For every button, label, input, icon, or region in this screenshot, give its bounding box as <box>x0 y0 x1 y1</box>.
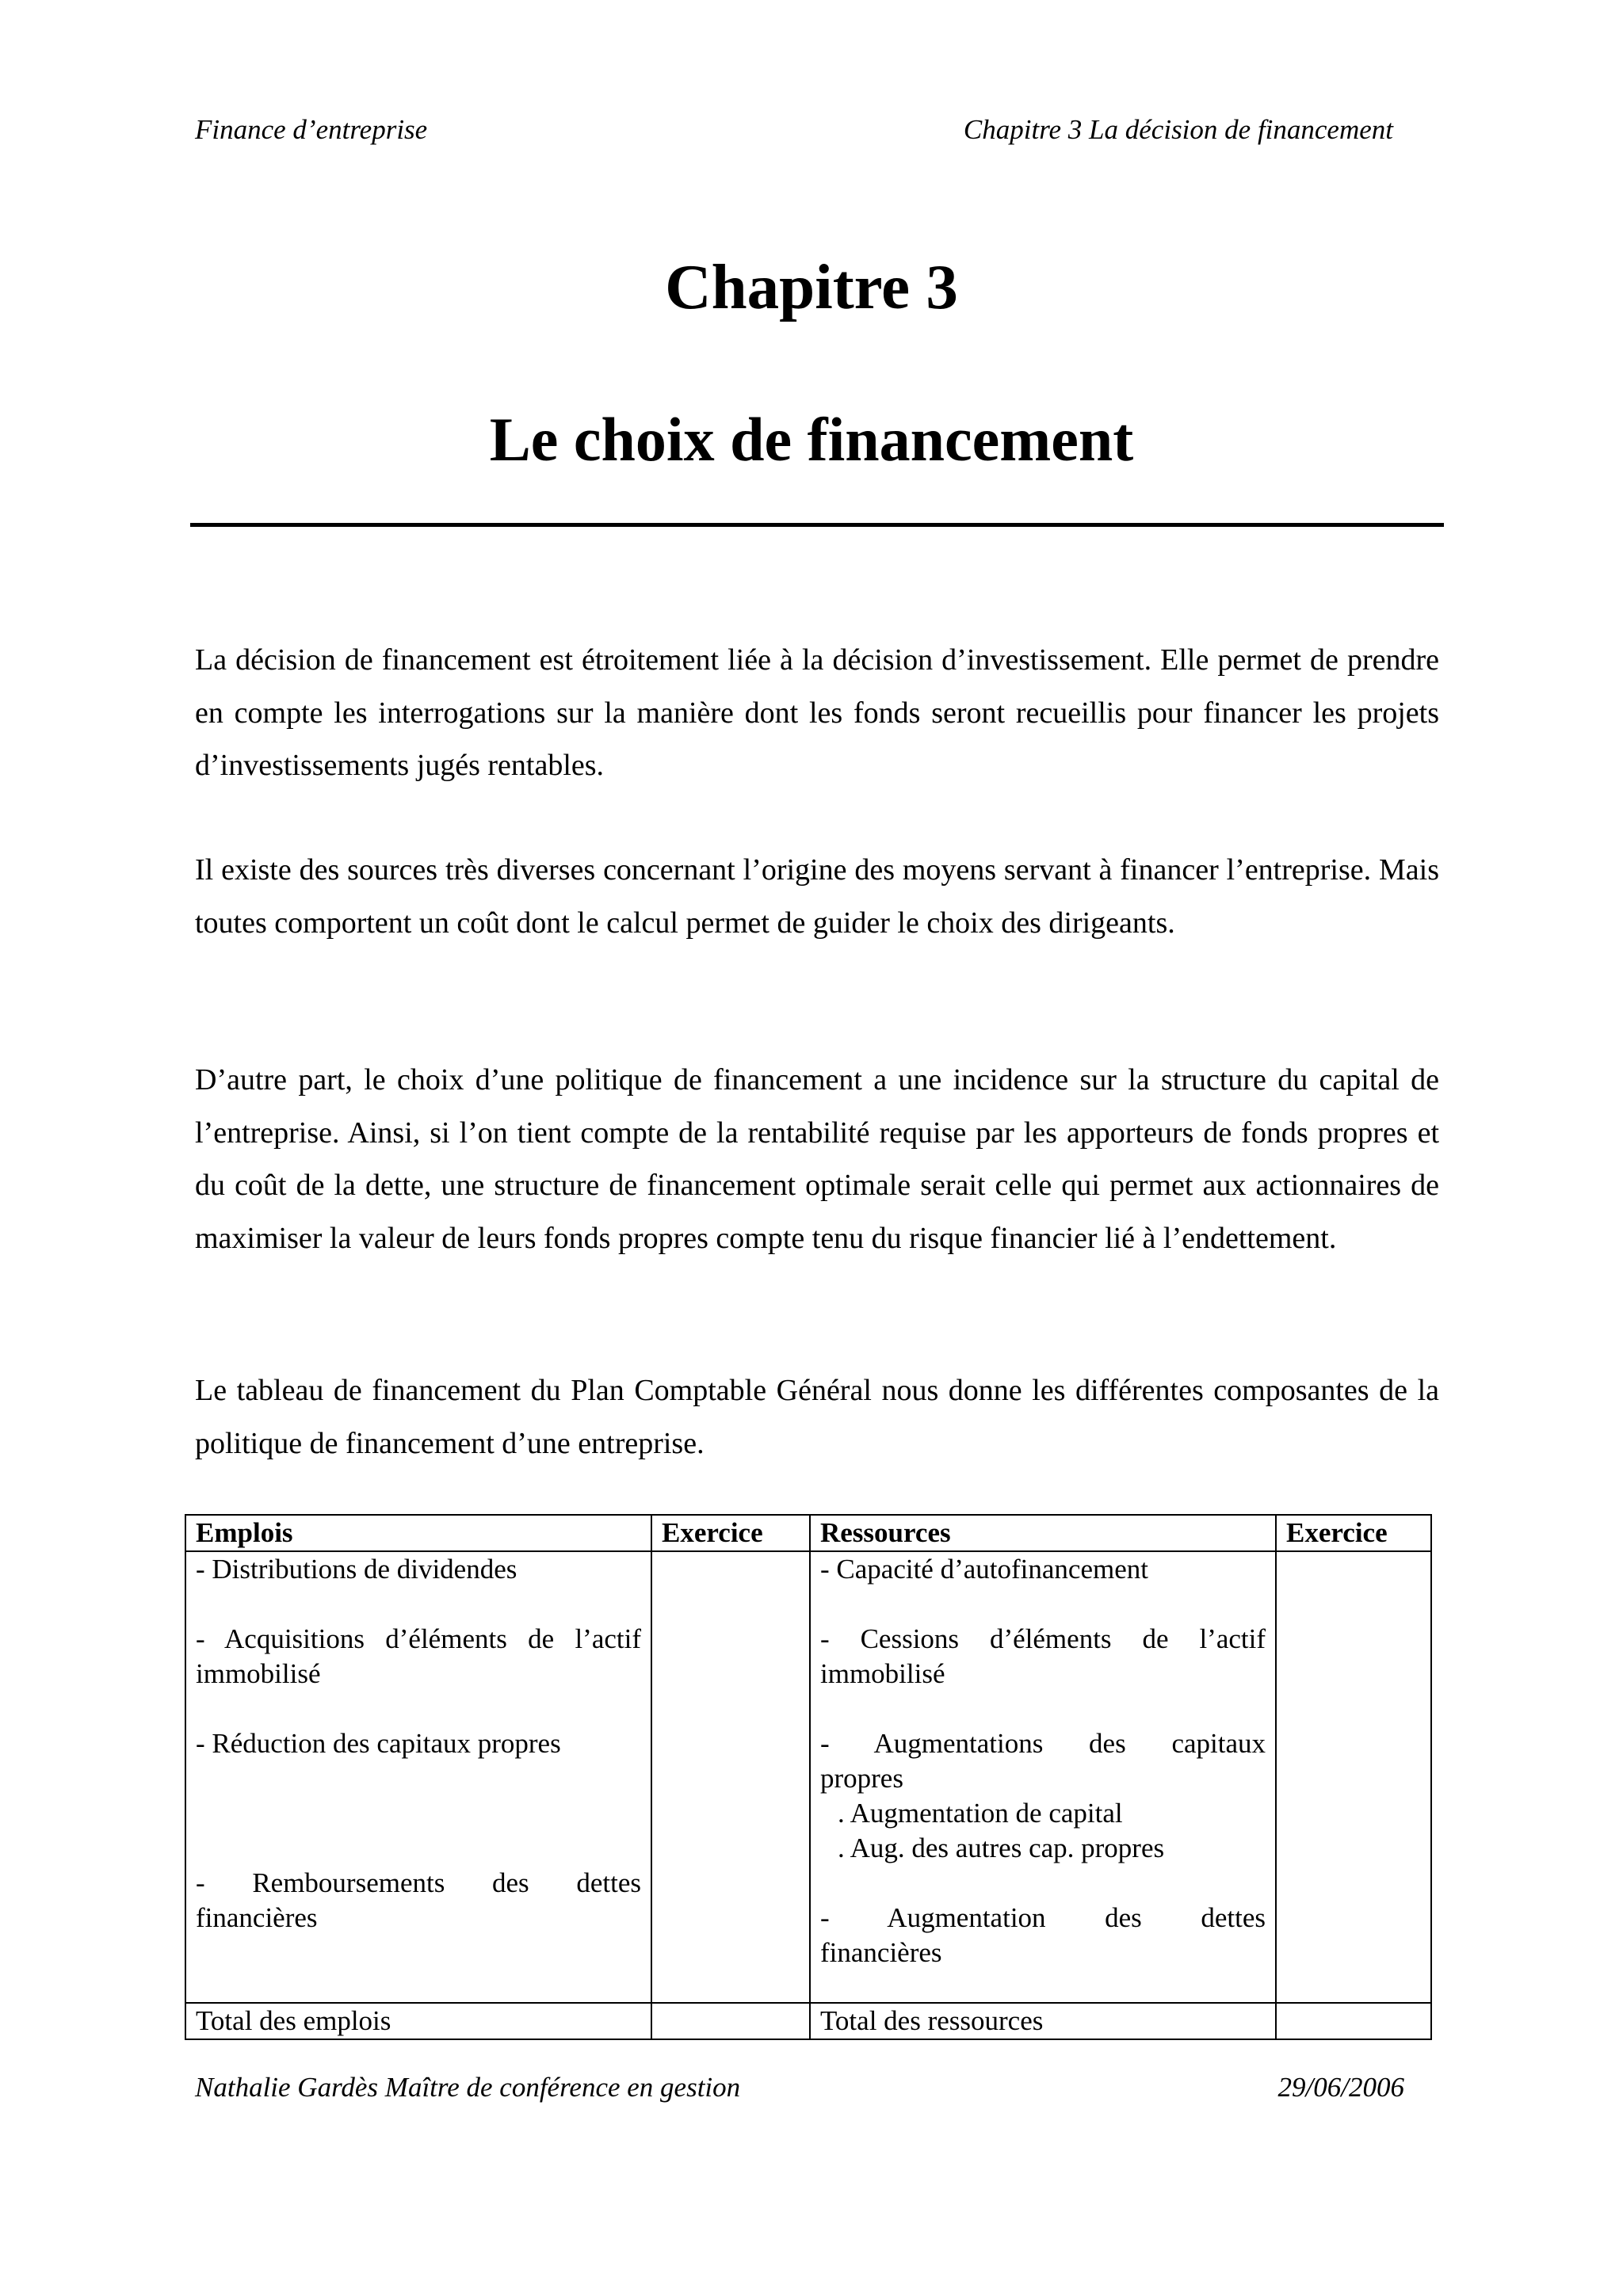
ressources-cell <box>810 1551 1276 2003</box>
total-emplois: Total des emplois <box>185 2003 651 2039</box>
table-header-row <box>185 1515 1431 1551</box>
emploi-acquisitions-line1: - Acquisitions d’éléments de l’actif <box>196 1623 641 1654</box>
total-ressources: Total des ressources <box>810 2003 1276 2039</box>
paragraph-1: La décision de financement est étroitement liée à la décision d’investissement. Elle permet de prendre en compte les interrogations sur la manière dont les fonds seront recueillis pour financer les projets d’investissements jugés rentables. <box>195 643 1439 782</box>
emploi-remboursements-line1: - Remboursements des dettes <box>196 1867 641 1898</box>
emploi-reduction: - Réduction des capitaux propres <box>196 1728 561 1759</box>
header-left: Finance d’entreprise <box>195 114 428 145</box>
paragraph-2: Il existe des sources très diverses concernant l’origine des moyens servant à financer l’entreprise. Mais toutes comportent un coût dont le calcul permet de guider le choix des dirigeants. <box>195 853 1439 940</box>
ressource-augmentations-line1: - Augmentations des capitaux <box>820 1728 1266 1759</box>
header-exercice-ressources: Exercice <box>1276 1515 1431 1551</box>
table-body-row <box>185 1551 1431 2003</box>
ressource-aug-dettes-line2: financières <box>820 1937 942 1968</box>
header-right: Chapitre 3 La décision de financement <box>963 114 1393 145</box>
emploi-remboursements <box>196 1866 641 1936</box>
chapter-title: Chapitre 3 <box>665 251 958 322</box>
emploi-remboursements-line2: financières <box>196 1902 318 1933</box>
table-total-row <box>185 2003 1431 2039</box>
chapter-subtitle: Le choix de financement <box>489 405 1134 474</box>
emploi-distributions: - Distributions de dividendes <box>196 1554 517 1585</box>
exercice-ressources-cell <box>1276 1551 1431 2003</box>
ressource-augmentations <box>820 1726 1266 1866</box>
ressource-cessions-line2: immobilisé <box>820 1658 945 1689</box>
paragraph-3: D’autre part, le choix d’une politique de financement a une incidence sur la structure du capital de l’entreprise. Ainsi, si l’on tient compte de la rentabilité requise par les apporteurs de fonds propres et du coût de la dette, une structure de financement optimale serait celle qui permet aux actionnaires de maximiser la valeur de leurs fonds propres compte tenu du risque financier lié à l’endettement. <box>195 1063 1439 1255</box>
total-ressources-value <box>1276 2003 1431 2039</box>
ressource-aug-dettes <box>820 1901 1266 1970</box>
emplois-cell <box>185 1551 651 2003</box>
ressource-augmentations-line2: propres <box>820 1763 903 1794</box>
emploi-acquisitions <box>196 1622 641 1691</box>
ressource-cessions <box>820 1622 1266 1691</box>
emploi-acquisitions-line2: immobilisé <box>196 1658 321 1689</box>
ressource-aug-capital: . Augmentation de capital <box>838 1798 1123 1829</box>
total-emplois-value <box>651 2003 810 2039</box>
exercice-emplois-cell <box>651 1551 810 2003</box>
ressource-caf: - Capacité d’autofinancement <box>820 1554 1148 1585</box>
paragraph-4: Le tableau de financement du Plan Comptable Général nous donne les différentes composantes de la politique de financement d’une entreprise. <box>195 1374 1439 1460</box>
financing-table <box>185 1514 1432 2040</box>
header-exercice-emplois: Exercice <box>651 1515 810 1551</box>
footer-date: 29/06/2006 <box>1277 2072 1404 2103</box>
footer-author: Nathalie Gardès Maître de conférence en gestion <box>195 2072 741 2103</box>
ressource-aug-autres: . Aug. des autres cap. propres <box>838 1833 1165 1863</box>
title-divider <box>190 523 1444 527</box>
header-ressources: Ressources <box>810 1515 1276 1551</box>
header-emplois: Emplois <box>185 1515 651 1551</box>
ressource-aug-dettes-line1: - Augmentation des dettes <box>820 1902 1266 1933</box>
ressource-cessions-line1: - Cessions d’éléments de l’actif <box>820 1623 1266 1654</box>
